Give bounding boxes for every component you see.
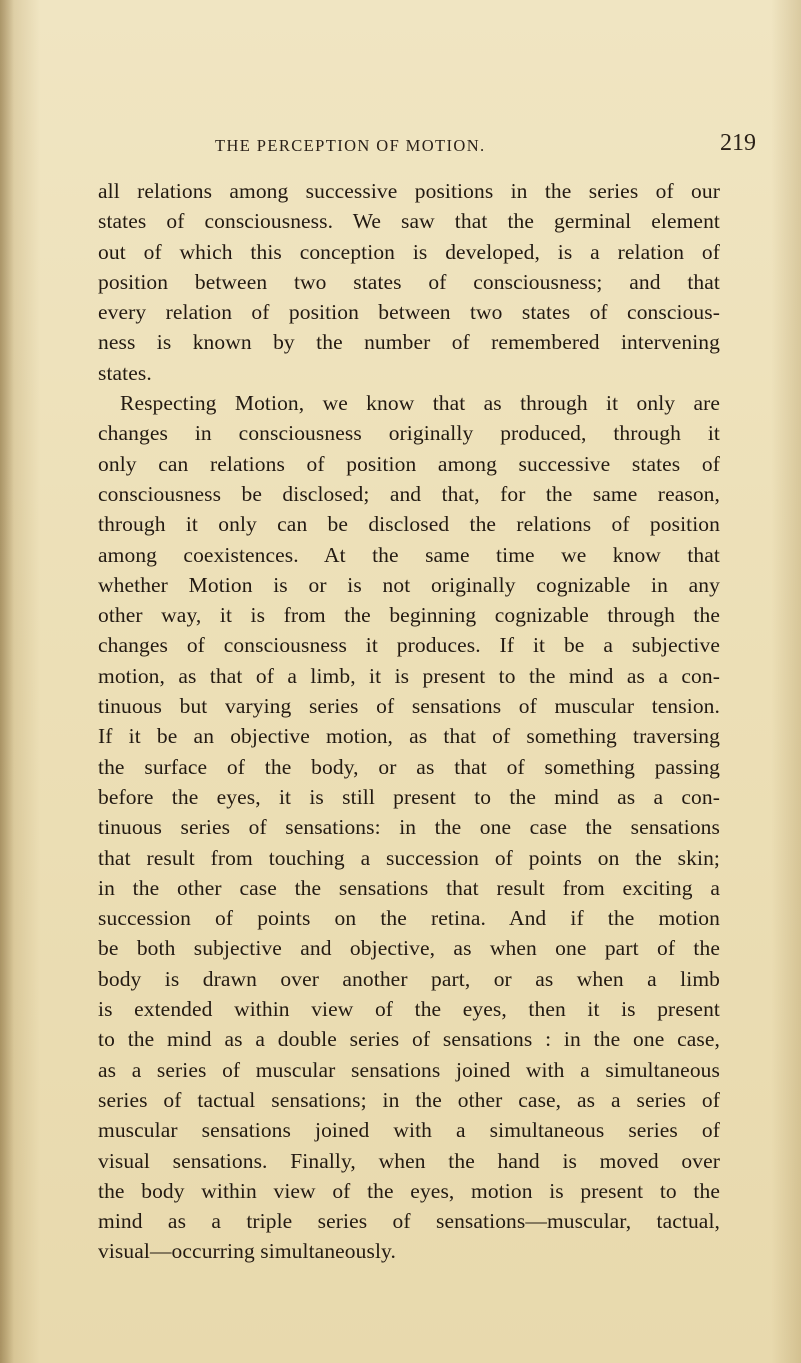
text-line: changes of consciousness it produces. If it be a subjective <box>98 633 720 658</box>
text-line: visual—occurring simultaneously. <box>98 1239 396 1264</box>
body-text <box>98 176 720 1267</box>
page-number: 219 <box>720 130 756 156</box>
text-line: body is drawn over another part, or as when a limb <box>98 966 720 991</box>
text-line: Respecting Motion, we know that as through it only are <box>120 391 720 416</box>
text-line: other way, it is from the beginning cognizable through the <box>98 603 720 628</box>
text-line: visual sensations. Finally, when the hand is moved over <box>98 1148 720 1173</box>
text-line: muscular sensations joined with a simultaneous series of <box>98 1118 720 1143</box>
spine-shadow <box>0 0 14 1363</box>
text-line: to the mind as a double series of sensations : in the one case, <box>98 1027 720 1052</box>
text-line: that result from touching a succession of points on the skin; <box>98 845 720 870</box>
text-line: tinuous but varying series of sensations of muscular tension. <box>98 694 720 719</box>
text-line: in the other case the sensations that result from exciting a <box>98 875 720 900</box>
text-line: mind as a triple series of sensations—muscular, tactual, <box>98 1209 720 1234</box>
text-line: only can relations of position among successive states of <box>98 451 720 476</box>
text-line: be both subjective and objective, as when one part of the <box>98 936 720 961</box>
text-line: series of tactual sensations; in the other case, as a series of <box>98 1087 720 1112</box>
text-line: is extended within view of the eyes, then it is present <box>98 997 720 1022</box>
text-line: succession of points on the retina. And if the motion <box>98 906 720 931</box>
text-line: before the eyes, it is still present to the mind as a con- <box>98 784 720 809</box>
text-line: the body within view of the eyes, motion is present to the <box>98 1178 720 1203</box>
text-line: every relation of position between two states of conscious- <box>98 300 720 325</box>
text-line: motion, as that of a limb, it is present to the mind as a con- <box>98 663 720 688</box>
text-line: among coexistences. At the same time we know that <box>98 542 720 567</box>
text-line: out of which this conception is developed, is a relation of <box>98 239 720 264</box>
text-line: If it be an objective motion, as that of something traversing <box>98 724 720 749</box>
running-head: THE PERCEPTION OF MOTION. <box>215 136 486 155</box>
text-line: tinuous series of sensations: in the one case the sensations <box>98 815 720 840</box>
text-line: states. <box>98 360 152 385</box>
text-line: consciousness be disclosed; and that, for the same reason, <box>98 481 720 506</box>
text-line: all relations among successive positions in the series of our <box>98 179 720 203</box>
text-line: as a series of muscular sensations joined with a simultaneous <box>98 1057 720 1082</box>
text-line: through it only can be disclosed the relations of position <box>98 512 720 537</box>
text-line: the surface of the body, or as that of something passing <box>98 754 720 779</box>
text-line: whether Motion is or is not originally cognizable in any <box>98 572 720 597</box>
page-header <box>0 130 801 170</box>
text-line: ness is known by the number of remembered intervening <box>98 330 720 355</box>
text-line: position between two states of consciousness; and that <box>98 269 720 294</box>
text-line: changes in consciousness originally produced, through it <box>98 421 720 446</box>
text-line: states of consciousness. We saw that the germinal element <box>98 209 720 234</box>
